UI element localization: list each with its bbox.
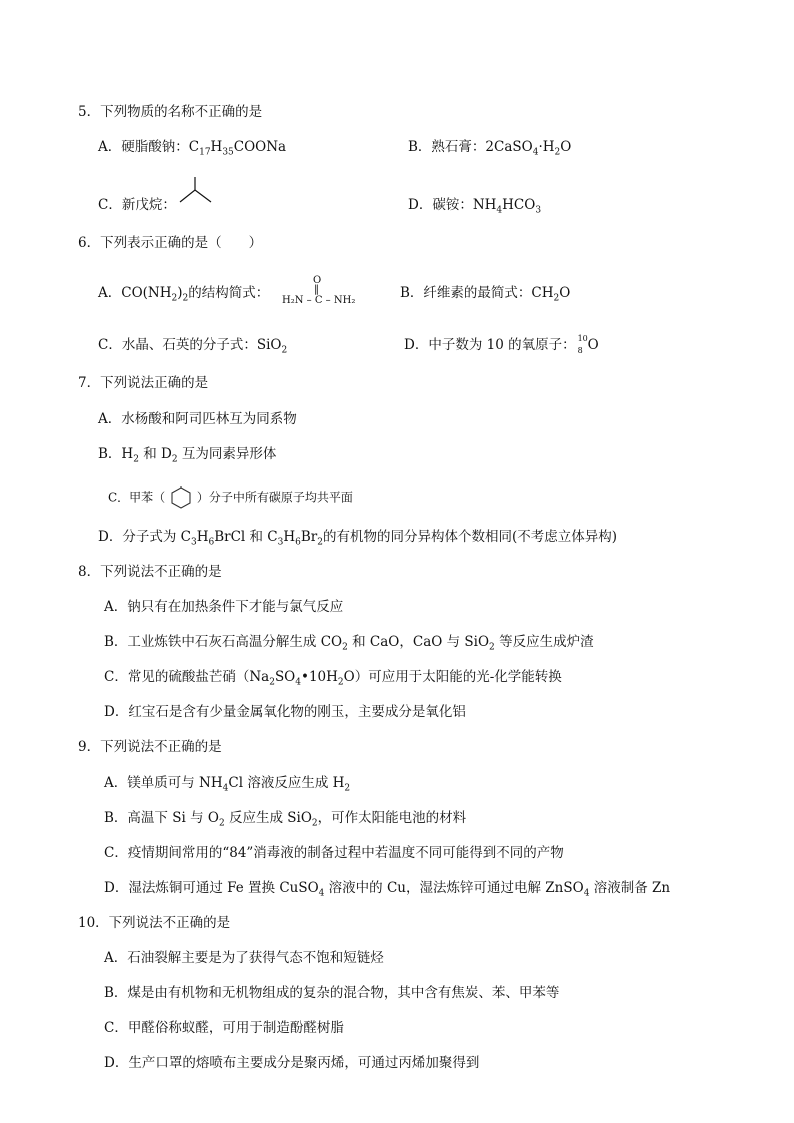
question-8-option-a: A．钠只有在加热条件下才能与氯气反应 [104, 599, 344, 615]
urea-structure-main: H₂N – C – NH₂ [282, 295, 356, 306]
question-6-stem: 6．下列表示正确的是（ ） [78, 235, 263, 251]
question-10-option-a: A．石油裂解主要是为了获得气态不饱和短链烃 [104, 950, 384, 966]
urea-structure-o: O [313, 275, 322, 286]
question-8-stem: 8．下列说法不正确的是 [78, 564, 222, 580]
question-8-option-c: C．常见的硫酸盐芒硝$(Na_2SO_4•10H_2O)$可应用于太阳能的光-化学能转换 [104, 669, 562, 688]
question-5-option-a: A．硬脂酸钠：$C_{17}H_{35}COONa$ [98, 139, 287, 158]
question-9-option-c: C．疫情期间常用的“84”消毒液的制备过程中若温度不同可能得到不同的产物 [104, 845, 564, 861]
question-6-option-a: A．$CO(NH_2)_2$的结构简式： [98, 285, 270, 304]
question-10-option-c: C．甲醛俗称蚁醛，可用于制造酚醛树脂 [104, 1020, 344, 1036]
neopentane-skeletal-icon [178, 176, 214, 204]
question-6-option-c: C．水晶、石英的分子式：SiO$_2$ [98, 337, 288, 356]
question-10-option-d: D．生产口罩的熔喷布主要成分是聚丙烯，可通过丙烯加聚得到 [104, 1055, 480, 1071]
question-10-option-b: B．煤是由有机物和无机物组成的复杂的混合物，其中含有焦炭、苯、甲苯等 [104, 985, 560, 1001]
urea-structure-bond: ‖ [314, 284, 319, 295]
question-9-option-d: D．湿法炼铜可通过 Fe 置换 CuSO$_4$ 溶液中的 Cu，湿法炼锌可通过电解 ZnSO$_4$ 溶液制备 Zn [104, 880, 671, 899]
question-5-option-c: C．新戊烷： [98, 197, 176, 213]
question-5-option-d: D．碳铵：$NH_4HCO_3$ [408, 197, 542, 216]
question-8-option-d: D．红宝石是含有少量金属氧化物的刚玉，主要成分是氧化铝 [104, 704, 466, 720]
toluene-ring-icon [169, 486, 193, 510]
question-5-option-b: B．熟石膏：$2CaSO_4\cdot H_2O$ [408, 139, 572, 158]
question-7-option-a: A．水杨酸和阿司匹林互为同系物 [98, 411, 297, 427]
question-6-option-b: B．纤维素的最简式：$CH_2O$ [400, 285, 571, 304]
question-7-option-c: C．甲苯（ ）分子中所有碳原子均共平面 [108, 486, 353, 510]
question-7-stem: 7．下列说法正确的是 [78, 375, 209, 391]
question-9-stem: 9．下列说法不正确的是 [78, 739, 222, 755]
question-6-option-d: D．中子数为 10 的氧原子： 10 8 O [404, 333, 599, 355]
question-9-option-b: B．高温下 Si 与 $O_2$ 反应生成 SiO$_2$，可作太阳能电池的材料 [104, 810, 467, 829]
question-5-stem: 5．下列物质的名称不正确的是 [78, 104, 263, 120]
question-10-stem: 10．下列说法不正确的是 [78, 915, 231, 931]
question-7-option-b: B．$H_2$ 和 $D_2$ 互为同素异形体 [98, 446, 277, 465]
question-9-option-a: A．镁单质可与 $NH_4Cl$ 溶液反应生成 $H_2$ [104, 775, 351, 794]
question-7-option-d: D．分子式为 $C_3H_6BrCl$ 和 $C_3H_6Br_2$的有机物的同分异构体个数相同(不考虑立体异构) [98, 529, 618, 548]
question-8-option-b: B．工业炼铁中石灰石高温分解生成 $CO_2$ 和 CaO，CaO 与 SiO$_2$ 等反应生成炉渣 [104, 634, 594, 653]
